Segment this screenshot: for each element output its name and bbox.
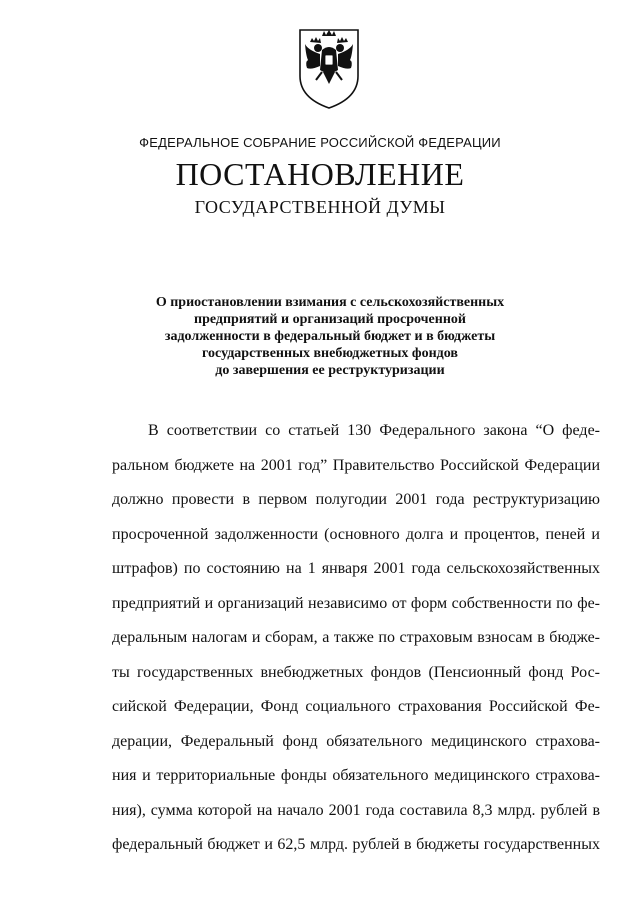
subject-line: задолженности в федеральный бюджет и в бюджеты bbox=[164, 329, 496, 344]
russian-coat-of-arms-icon bbox=[296, 24, 362, 110]
document-type-title: ПОСТАНОВЛЕНИЕ bbox=[175, 156, 465, 192]
body-line: деральным налогам и сборам, а также по страховым взносам в бюдже- bbox=[112, 629, 600, 646]
body-line: ния и территориальные фонды обязательного медицинского страхова- bbox=[112, 767, 600, 784]
body-line: штрафов) по состоянию на 1 января 2001 года сельскохозяйственных bbox=[112, 560, 600, 577]
document-body bbox=[112, 414, 600, 863]
body-line: предприятий и организаций независимо от форм собственности по фе- bbox=[112, 594, 600, 612]
subject-line: государственных внебюджетных фондов bbox=[202, 346, 458, 361]
body-line: федеральный бюджет и 62,5 млрд. рублей в бюджеты государственных bbox=[112, 836, 600, 853]
body-line: дерации, Федеральный фонд обязательного медицинского страхова- bbox=[112, 732, 600, 750]
document-issuer: ГОСУДАРСТВЕННОЙ ДУМЫ bbox=[194, 197, 446, 217]
body-line: ния), сумма которой на начало 2001 года составила 8,3 млрд. рублей в bbox=[112, 801, 600, 819]
subject-line: до завершения ее реструктуризации bbox=[215, 363, 445, 378]
document-subject bbox=[150, 294, 510, 379]
organization-name: ФЕДЕРАЛЬНОЕ СОБРАНИЕ РОССИЙСКОЙ ФЕДЕРАЦИИ bbox=[139, 135, 501, 150]
subject-line: О приостановлении взимания с сельскохозяйственных bbox=[155, 295, 505, 310]
subject-line: предприятий и организаций просроченной bbox=[194, 312, 466, 327]
body-line: просроченной задолженности (основного долга и процентов, пеней и bbox=[112, 525, 600, 543]
body-line: ральном бюджете на 2001 год” Правительство Российской Федерации bbox=[112, 456, 600, 474]
body-line: должно провести в первом полугодии 2001 года реструктуризацию bbox=[112, 491, 600, 508]
body-line: ты государственных внебюджетных фондов (Пенсионный фонд Рос- bbox=[112, 663, 600, 681]
body-line: сийской Федерации, Фонд социального страхования Российской Фе- bbox=[112, 698, 600, 715]
body-line: В соответствии со статьей 130 Федерального закона “О феде- bbox=[148, 422, 600, 439]
